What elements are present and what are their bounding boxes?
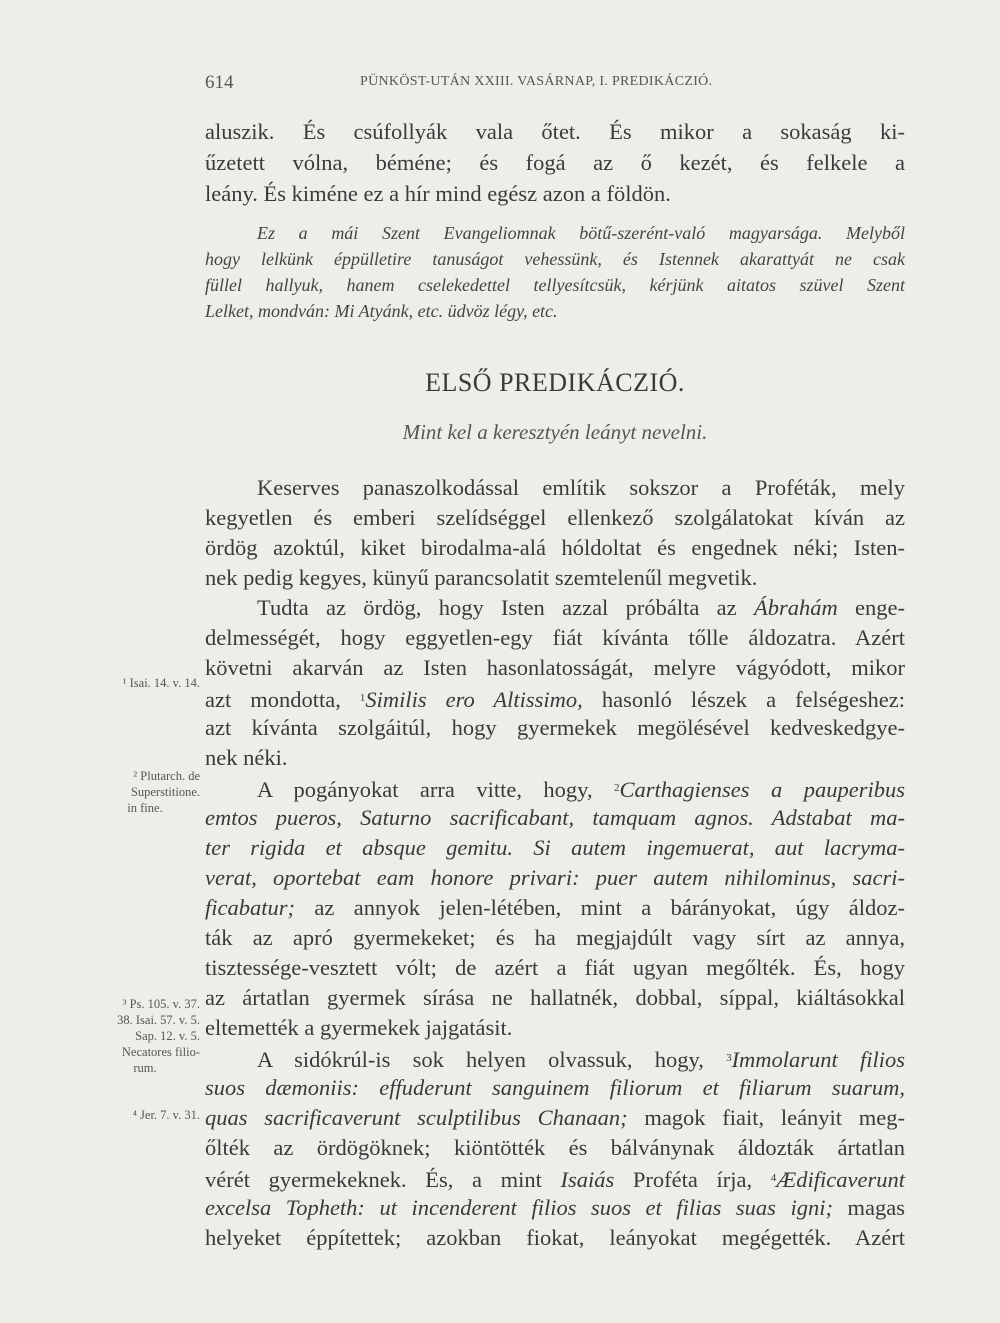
text-line: Keserves panaszolkodással említik sokszor a Proféták, mely [257, 475, 905, 500]
sermon-heading: ELSŐ PREDIKÁCZIÓ. [425, 368, 685, 397]
text-line: őlték az ördögöknek; kiöntötték és bálványnak áldozták ártatlan [205, 1135, 905, 1160]
text-line: ördög azoktúl, kiket birodalma-alá hóldoltat és engednek néki; Isten- [205, 535, 905, 560]
text-line: ficabatur; az annyok jelen-létében, mint a bárányokat, úgy áldoz- [205, 895, 905, 920]
text-line: A pogányokat arra vitte, hogy, $^2$Carthagienses a pauperibus [257, 777, 905, 802]
text-line: Tudta az ördög, hogy Isten azzal próbálta az Ábrahám enge- [257, 595, 905, 620]
page-number: 614 [205, 72, 234, 93]
text-line: nek néki. [205, 745, 288, 770]
sermon-subtitle: Mint kel a keresztyén leányt nevelni. [402, 420, 708, 444]
text-line: delmességét, hogy eggyetlen-egy fiát kívánta tőlle áldozatra. Azért [205, 625, 905, 650]
text-line: ter rigida et absque gemitu. Si autem ingemuerat, aut lacryma- [205, 835, 905, 860]
text-line: quas sacrificaverunt sculptilibus Chanaan; magok fiait, leányit meg- [205, 1105, 905, 1130]
text-line: Lelket, mondván: Mi Atyánk, etc. üdvöz légy, etc. [205, 301, 558, 321]
margin-note: ⁴ Jer. 7. v. 31. [132, 1108, 200, 1122]
text-line: kegyetlen és emberi szelídséggel ellenkező szolgálatokat kíván az [205, 505, 905, 530]
running-head: PÜNKÖST-UTÁN XXIII. VASÁRNAP, I. PREDIKÁCZIÓ. [360, 74, 713, 89]
text-line: emtos pueros, Saturno sacrificabant, tamquam agnos. Adstabat ma- [205, 805, 905, 830]
margin-note: ¹ Isai. 14. v. 14. [122, 676, 200, 690]
text-line: nek pedig kegyes, künyű parancsolatit szemtelenűl megvetik. [205, 565, 758, 590]
margin-note: ² Plutarch. de Superstitione. in fine. [127, 769, 200, 815]
text-line: követni akarván az Isten hasonlatosságát, melyre vágyódott, mikor [205, 655, 905, 680]
text-line: eltemették a gyermekek jajgatásit. [205, 1015, 513, 1040]
text-line: azt kívánta szolgáitúl, hogy gyermekek megölésével kedveskedgye- [205, 715, 905, 740]
text-line: A sidókrúl-is sok helyen olvassuk, hogy, $^3$Immolarunt filios [257, 1047, 905, 1072]
text-line: űzetett vólna, béméne; és fogá az ő kezét, és felkele a [205, 150, 905, 175]
text-line: aluszik. És csúfollyák vala őtet. És mikor a sokaság ki- [205, 119, 905, 144]
text-line: leány. És kiméne ez a hír mind egész azon a földön. [205, 181, 671, 206]
text-line: hogy lelkünk éppülletire tanuságot vehessünk, és Istennek akarattyát ne csak [205, 249, 905, 269]
text-line: tisztessége-vesztett vólt; de azért a fiát ugyan megőlték. És, hogy [205, 955, 905, 980]
text-line: suos dæmoniis: effuderunt sanguinem filiorum et filiarum suarum, [205, 1075, 905, 1100]
text-line: excelsa Topheth: ut incenderent filios suos et filias suas igni; magas [205, 1195, 905, 1220]
margin-note: ³ Ps. 105. v. 37. 38. Isai. 57. v. 5. Sap. 12. v. 5. Necatores filio- rum. [117, 997, 200, 1075]
page-header [0, 72, 1000, 94]
text-line: verat, oportebat eam honore privari: puer autem nihilominus, sacri- [205, 865, 905, 890]
text-line: az ártatlan gyermek sírása ne hallatnék, dobbal, síppal, kiáltásokkal [205, 985, 905, 1010]
text-line: füllel hallyuk, hanem cselekedettel tellyesítcsük, kérjünk aitatos szüvel Szent [205, 275, 905, 295]
text-line: helyeket éppítettek; azokban fiokat, leányokat megégették. Azért [205, 1225, 905, 1250]
text-line: azt mondotta, $^1$Similis ero Altissimo, hasonló lészek a felségeshez: [205, 687, 906, 712]
text-line: vérét gyermekeknek. És, a mint Isaiás Proféta írja, $^4$Ædificaverunt [205, 1167, 905, 1192]
text-line: ták az apró gyermekeket; és ha megjajdúlt vagy sírt az annya, [205, 925, 905, 950]
text-line: Ez a mái Szent Evangeliomnak bötű-szerént-való magyarsága. Melyből [257, 223, 905, 243]
